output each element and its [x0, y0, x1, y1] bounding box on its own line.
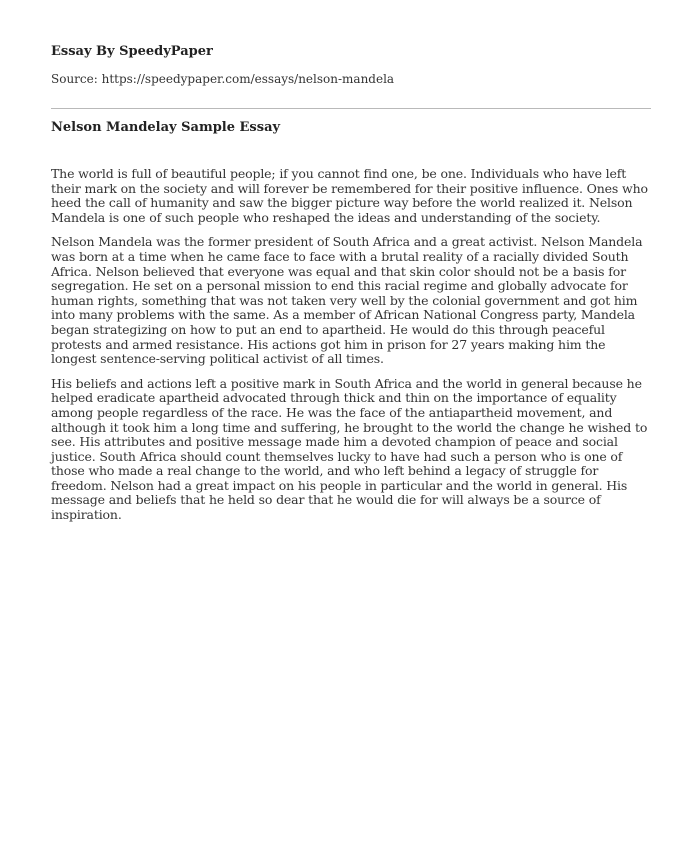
essay-paragraph: The world is full of beautiful people; if you cannot find one, be one. Individuals who have left their mark on the society and will forever be remembered for their positive influence. Ones who heed the call of humanity and saw the bigger picture way before the world realized it. Nelson Mandela is one of such people who reshaped the ideas and understanding of the society.	[51, 166, 648, 225]
header-divider	[51, 108, 651, 109]
essay-body	[51, 167, 653, 533]
essay-paragraph: Nelson Mandela was the former president of South Africa and a great activist. Nelson Mandela was born at a time when he came face to face with a brutal reality of a racially divided South Africa. Nelson believed that everyone was equal and that skin color should not be a basis for segregation. He set on a personal mission to end this racial regime and globally advocate for human rights, something that was not taken very well by the colonial government and got him into many problems with the same. As a member of African National Congress party, Mandela began strategizing on how to put an end to apartheid. He would do this through peaceful protests and armed resistance. His actions got him in prison for 27 years making him the longest sentence-serving political activist of all times.	[51, 234, 643, 367]
source-line: Source: https://speedypaper.com/essays/nelson-mandela	[51, 72, 395, 86]
essay-paragraph: His beliefs and actions left a positive mark in South Africa and the world in general because he helped eradicate apartheid advocated through thick and thin on the importance of equality among people regardless of the race. He was the face of the antiapartheid movement, and although it took him a long time and suffering, he brought to the world the change he wished to see. His attributes and positive message made him a devoted champion of peace and social justice. South Africa should count themselves lucky to have had such a person who is one of those who made a real change to the world, and who left behind a legacy of struggle for freedom. Nelson had a great impact on his people in particular and the world in general. His message and beliefs that he held so dear that he would die for will always be a source of inspiration.	[51, 375, 648, 523]
essay-title: Nelson Mandelay Sample Essay	[51, 120, 281, 135]
document-title: Essay By SpeedyPaper	[51, 44, 213, 59]
